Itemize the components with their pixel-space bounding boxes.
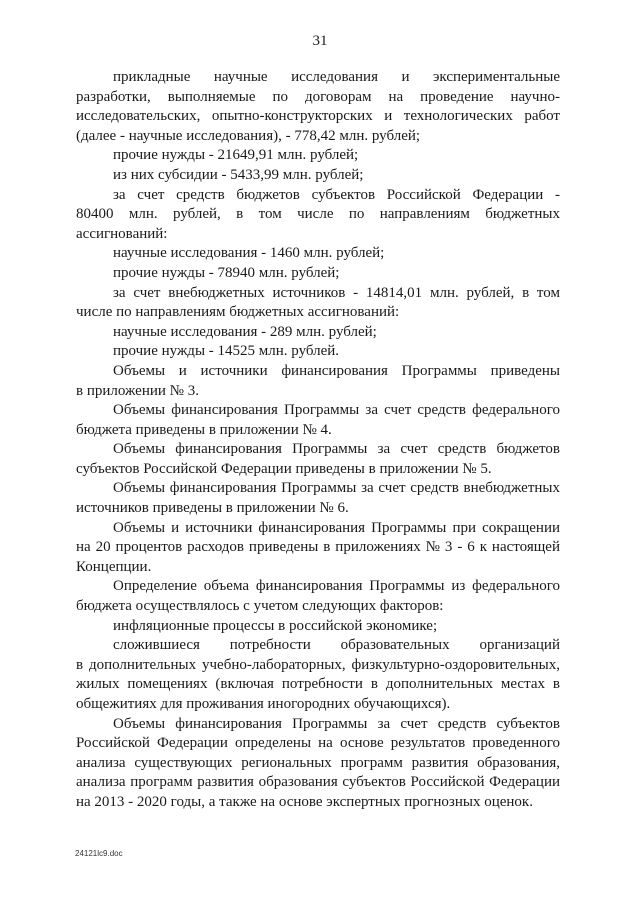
text-line: прочие нужды - 14525 млн. рублей. [113,343,340,360]
text-line: разработки, выполняемые по договорам на проведение научно- [76,88,560,105]
text-line: прочие нужды - 78940 млн. рублей; [113,264,340,281]
text-line: Определение объема финансирования Программы из федерального [113,578,560,595]
document-body [76,68,560,813]
text-line: на 20 процентов расходов приведены в приложениях № 3 - 6 к настоящей [76,539,560,556]
text-line: ассигнований: [76,225,168,242]
text-line: числе по направлениям бюджетных ассигнований: [76,304,400,321]
text-line: за счет внебюджетных источников - 14814,01 млн. рублей, в том [113,284,560,301]
text-line: в дополнительных учебно-лабораторных, физкультурно-оздоровительных, [76,656,560,673]
text-line: Объемы и источники финансирования Программы приведены [113,362,560,379]
text-line: Российской Федерации определены на основе результатов проведенного [76,735,560,752]
page-number: 31 [312,33,328,49]
text-line: жилых помещениях (включая потребности в дополнительных местах в [76,676,560,693]
text-line: Объемы финансирования Программы за счет средств бюджетов [113,441,560,458]
text-line: Концепции. [76,558,152,575]
text-line: научные исследования - 1460 млн. рублей; [113,245,385,262]
text-line: из них субсидии - 5433,99 млн. рублей; [113,166,364,183]
text-line: (далее - научные исследования), - 778,42 млн. рублей; [76,127,421,144]
text-line: прочие нужды - 21649,91 млн. рублей; [113,147,359,164]
text-line: субъектов Российской Федерации приведены в приложении № 5. [76,460,492,477]
text-line: Объемы финансирования Программы за счет средств внебюджетных [113,480,560,497]
text-line: исследовательских, опытно-конструкторских и технологических работ [76,108,560,125]
text-line: Объемы финансирования Программы за счет средств субъектов [113,715,560,732]
text-line: источников приведены в приложении № 6. [76,500,349,517]
text-line: общежитиях для проживания иногородних обучающихся). [76,696,451,712]
text-line: анализа программ развития образования субъектов Российской Федерации [76,774,560,791]
text-line: Объемы и источники финансирования Программы при сокращении [113,519,560,536]
text-line: сложившиеся потребности образовательных организаций [113,637,560,654]
text-line: на 2013 - 2020 годы, а также на основе экспертных прогнозных оценок. [76,793,533,810]
text-line: в приложении № 3. [76,382,199,399]
text-line: анализа существующих региональных программ развития образования, [76,754,560,771]
text-line: за счет средств бюджетов субъектов Российской Федерации - [113,186,560,203]
text-line: Объемы финансирования Программы за счет средств федерального [113,402,560,419]
text-line: бюджета приведены в приложении № 4. [76,421,332,438]
text-line: научные исследования - 289 млн. рублей; [113,323,377,340]
text-line: инфляционные процессы в российской экономике; [113,617,438,634]
footer-filename: 24121lc9.doc [75,849,123,858]
text-line: прикладные научные исследования и экспериментальные [113,69,560,85]
text-line: 80400 млн. рублей, в том числе по направлениям бюджетных [76,206,560,223]
text-line: бюджета осуществлялось с учетом следующих факторов: [76,598,444,615]
